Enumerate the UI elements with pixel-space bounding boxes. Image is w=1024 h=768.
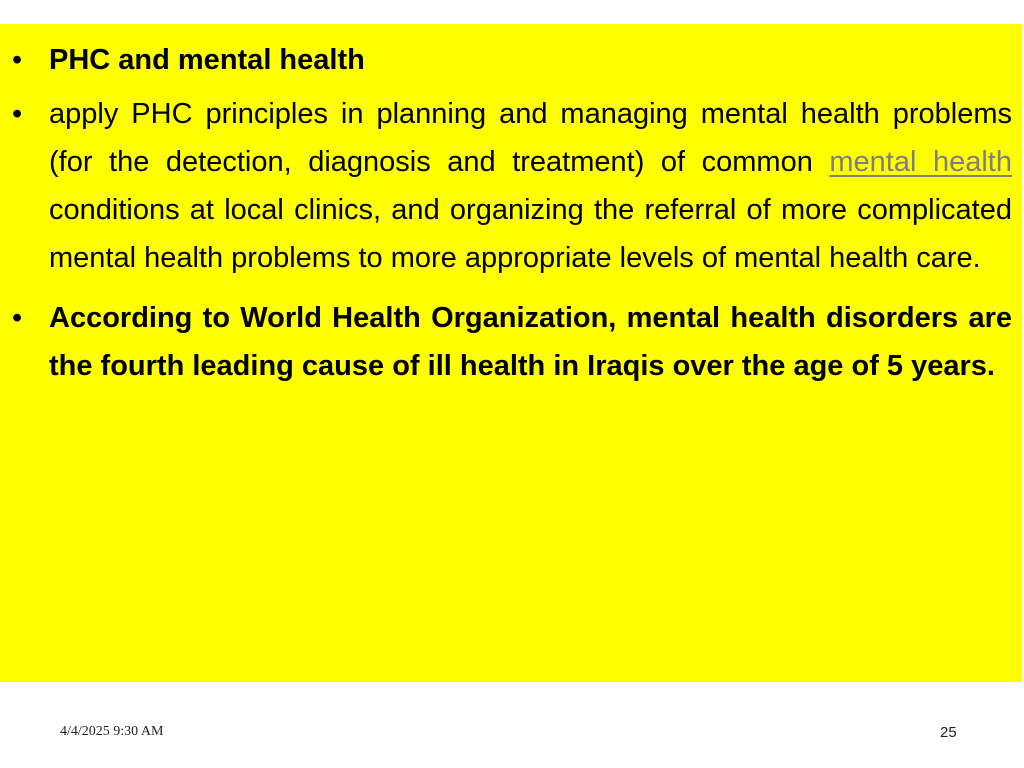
phc-text-after: conditions at local clinics, and organizing the referral of more complicated mental health problems to more appropriate levels of mental health care. bbox=[49, 194, 1012, 274]
bullet-marker: • bbox=[12, 44, 23, 76]
phc-text-before: apply PHC principles in planning and managing mental health problems (for the detection, diagnosis and treatment) of common bbox=[49, 98, 1012, 178]
bullet-heading bbox=[0, 36, 1012, 84]
bullet-who-statement bbox=[0, 294, 1012, 390]
footer-page-number: 25 bbox=[940, 724, 957, 741]
heading-text: PHC and mental health bbox=[49, 44, 365, 76]
bullet-marker: • bbox=[12, 98, 23, 130]
bullet-marker: • bbox=[12, 302, 23, 334]
footer-date: 4/4/2025 9:30 AM bbox=[60, 724, 164, 739]
bullet-phc-principles bbox=[0, 90, 1012, 282]
mental-health-link[interactable]: mental health bbox=[829, 146, 1012, 178]
slide-content-panel bbox=[0, 24, 1022, 682]
bullet-list bbox=[0, 36, 1012, 402]
who-text: According to World Health Organization, mental health disorders are the fourth leading cause of ill health in Iraqis over the age of 5 years. bbox=[49, 302, 1012, 382]
